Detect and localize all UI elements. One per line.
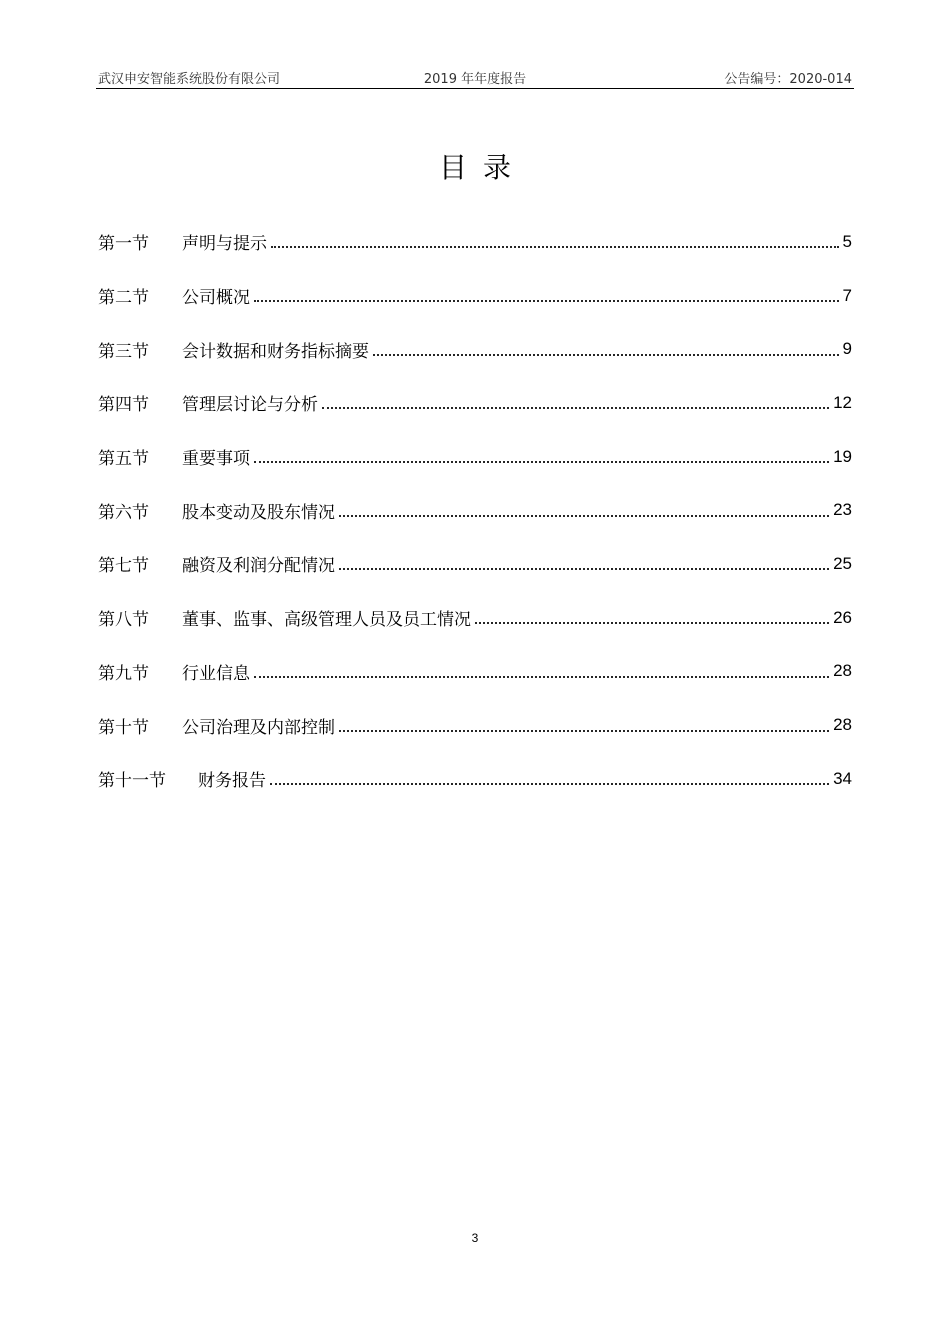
toc-entry-8[interactable] [98, 591, 852, 645]
toc-entry-2[interactable] [98, 269, 852, 323]
toc-page-number: 34 [833, 768, 852, 788]
toc-page-number: 25 [833, 553, 852, 573]
toc-page-number: 23 [833, 500, 852, 520]
toc-section-name: 董事、监事、高级管理人员及员工情况 [182, 610, 471, 631]
toc-leader-dots [475, 621, 829, 624]
toc-leader-dots [339, 729, 829, 732]
toc-page-number: 7 [842, 285, 852, 305]
toc-leader-dots [339, 567, 829, 570]
toc-entry-1[interactable] [98, 215, 852, 269]
toc-page-number: 12 [833, 392, 852, 412]
toc-section-name: 融资及利润分配情况 [182, 556, 335, 577]
toc-section-label: 第四节 [98, 395, 149, 416]
toc-section-name: 公司治理及内部控制 [182, 717, 335, 738]
toc-page-number: 9 [842, 339, 852, 359]
toc-page-number: 19 [833, 446, 852, 466]
toc-title: 目录 [438, 151, 527, 184]
table-of-contents [98, 215, 852, 806]
header-company-name: 武汉申安智能系统股份有限公司 [98, 72, 281, 87]
toc-entry-7[interactable] [98, 537, 852, 591]
toc-section-name: 声明与提示 [182, 234, 267, 255]
header-report-title: 2019 年年度报告 [423, 72, 527, 87]
toc-section-name: 重要事项 [182, 449, 250, 470]
toc-leader-dots [339, 514, 829, 517]
toc-section-name: 会计数据和财务指标摘要 [182, 341, 369, 362]
toc-leader-dots [254, 460, 829, 463]
toc-section-name: 股本变动及股东情况 [182, 502, 335, 523]
toc-entry-11[interactable] [98, 752, 852, 806]
toc-leader-dots [322, 406, 829, 409]
toc-section-label: 第三节 [98, 341, 149, 362]
toc-section-label: 第十节 [98, 717, 149, 738]
toc-section-label: 第十一节 [98, 771, 166, 792]
toc-leader-dots [270, 782, 829, 785]
toc-section-name: 公司概况 [182, 288, 250, 309]
toc-section-name: 财务报告 [198, 771, 266, 792]
footer-page-number: 3 [471, 1231, 479, 1245]
toc-section-name: 行业信息 [182, 663, 250, 684]
toc-leader-dots [254, 299, 839, 302]
toc-section-label: 第八节 [98, 610, 149, 631]
toc-entry-10[interactable] [98, 698, 852, 752]
toc-page-number: 28 [833, 661, 852, 681]
toc-section-label: 第九节 [98, 663, 149, 684]
toc-leader-dots [373, 353, 839, 356]
toc-section-name: 管理层讨论与分析 [182, 395, 318, 416]
toc-entry-6[interactable] [98, 483, 852, 537]
toc-page-number: 28 [833, 715, 852, 735]
toc-section-label: 第七节 [98, 556, 149, 577]
toc-leader-dots [254, 675, 829, 678]
toc-section-label: 第六节 [98, 502, 149, 523]
toc-entry-5[interactable] [98, 430, 852, 484]
toc-page-number: 5 [842, 231, 852, 251]
toc-section-label: 第五节 [98, 449, 149, 470]
toc-page-number: 26 [833, 607, 852, 627]
toc-entry-4[interactable] [98, 376, 852, 430]
toc-section-label: 第一节 [98, 234, 149, 255]
toc-entry-9[interactable] [98, 645, 852, 699]
toc-section-label: 第二节 [98, 288, 149, 309]
toc-entry-3[interactable] [98, 322, 852, 376]
page-header [96, 64, 854, 89]
toc-leader-dots [271, 245, 839, 248]
header-announcement-code: 公告编号：2020-014 [724, 72, 852, 87]
